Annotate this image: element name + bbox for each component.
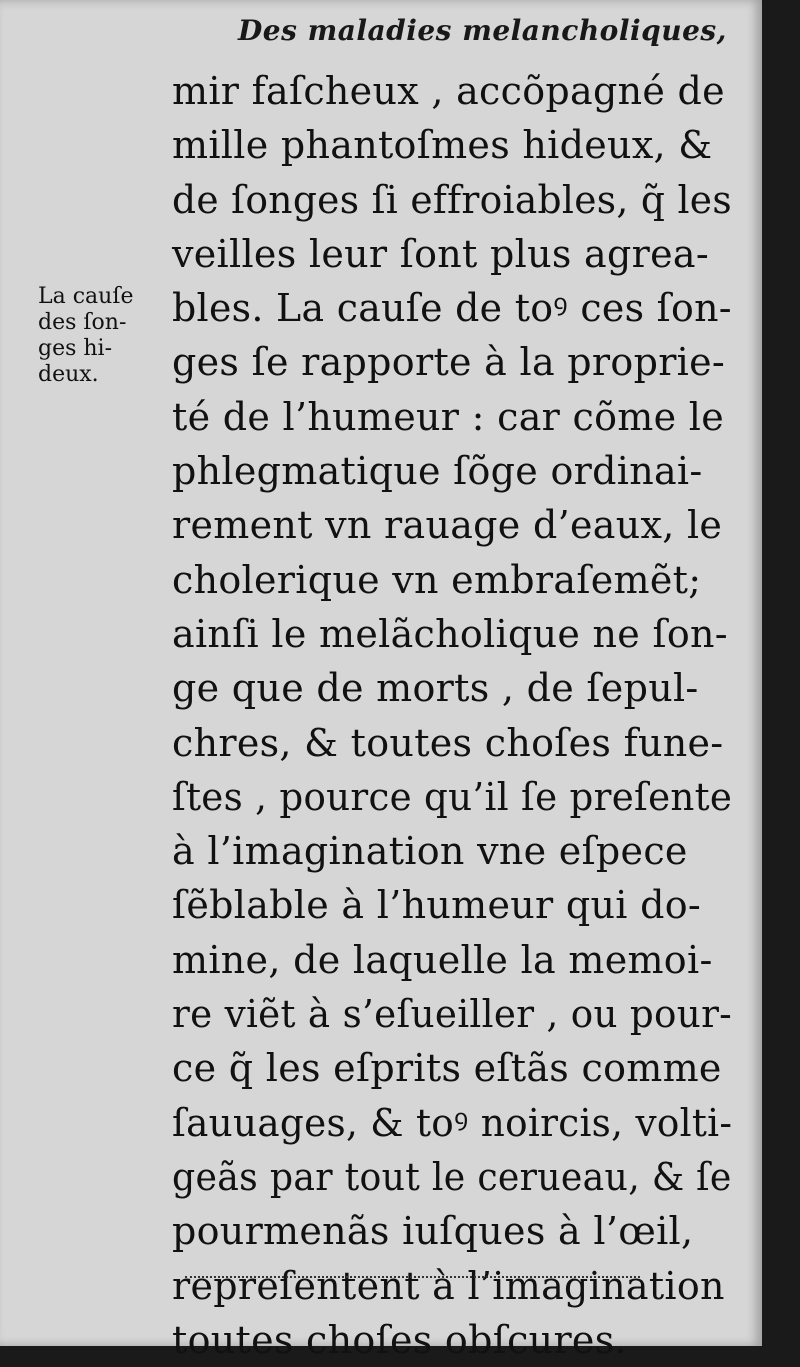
text-line: repreſentent à l’imagination xyxy=(172,1263,725,1308)
text-line: mine, de laquelle la memoi- xyxy=(172,937,713,982)
text-line: de ſonges ſi effroiables, q̃ les xyxy=(172,177,732,222)
text-line: geãs par tout le cerueau, & ſe xyxy=(172,1154,732,1199)
text-line: ge que de morts , de ſepul- xyxy=(172,666,699,711)
margin-note-line: La cauſe xyxy=(38,284,134,309)
text-line: mille phantoſmes hideux, & xyxy=(172,123,713,168)
text-line: à l’imagination vne eſpece xyxy=(172,829,688,874)
text-line: pourmenãs iuſques à l’œil, xyxy=(172,1209,694,1254)
bottom-rule xyxy=(185,1276,640,1278)
text-line: ſẽblable à l’humeur qui do- xyxy=(172,883,702,928)
body-text xyxy=(172,64,742,1367)
margin-note-line: deux. xyxy=(38,362,99,387)
text-line: cholerique vn embraſemẽt; xyxy=(172,557,702,602)
text-line: ſtes , pource qu’il ſe preſente xyxy=(172,774,733,819)
text-line: ce q̃ les eſprits eſtãs comme xyxy=(172,1046,722,1091)
text-line: toutes choſes obſcures. xyxy=(172,1317,627,1362)
text-line: chres, & toutes choſes fune- xyxy=(172,720,724,765)
text-line: rement vn rauage d’eaux, le xyxy=(172,503,723,548)
text-line: ſauuages, & toꝰ noircis, volti- xyxy=(172,1100,733,1145)
text-line: mir faſcheux , accõpagné de xyxy=(172,69,725,113)
text-line: veilles leur ſont plus agrea- xyxy=(172,231,709,276)
margin-note-line: ges hi- xyxy=(38,336,113,361)
text-line: ges ſe rapporte à la proprie- xyxy=(172,340,726,385)
text-line: phlegmatique ſõge ordinai- xyxy=(172,449,703,494)
margin-note xyxy=(38,284,158,388)
text-line: té de l’humeur : car cõme le xyxy=(172,394,725,439)
running-head: Des maladies melancholiques, xyxy=(238,14,727,47)
text-line: ainſi le melãcholique ne ſon- xyxy=(172,611,728,656)
text-line: re viẽt à s’eſueiller , ou pour- xyxy=(172,992,733,1037)
margin-note-line: des ſon- xyxy=(38,310,127,335)
text-line: bles. La cauſe de toꝰ ces ſon- xyxy=(172,286,732,331)
